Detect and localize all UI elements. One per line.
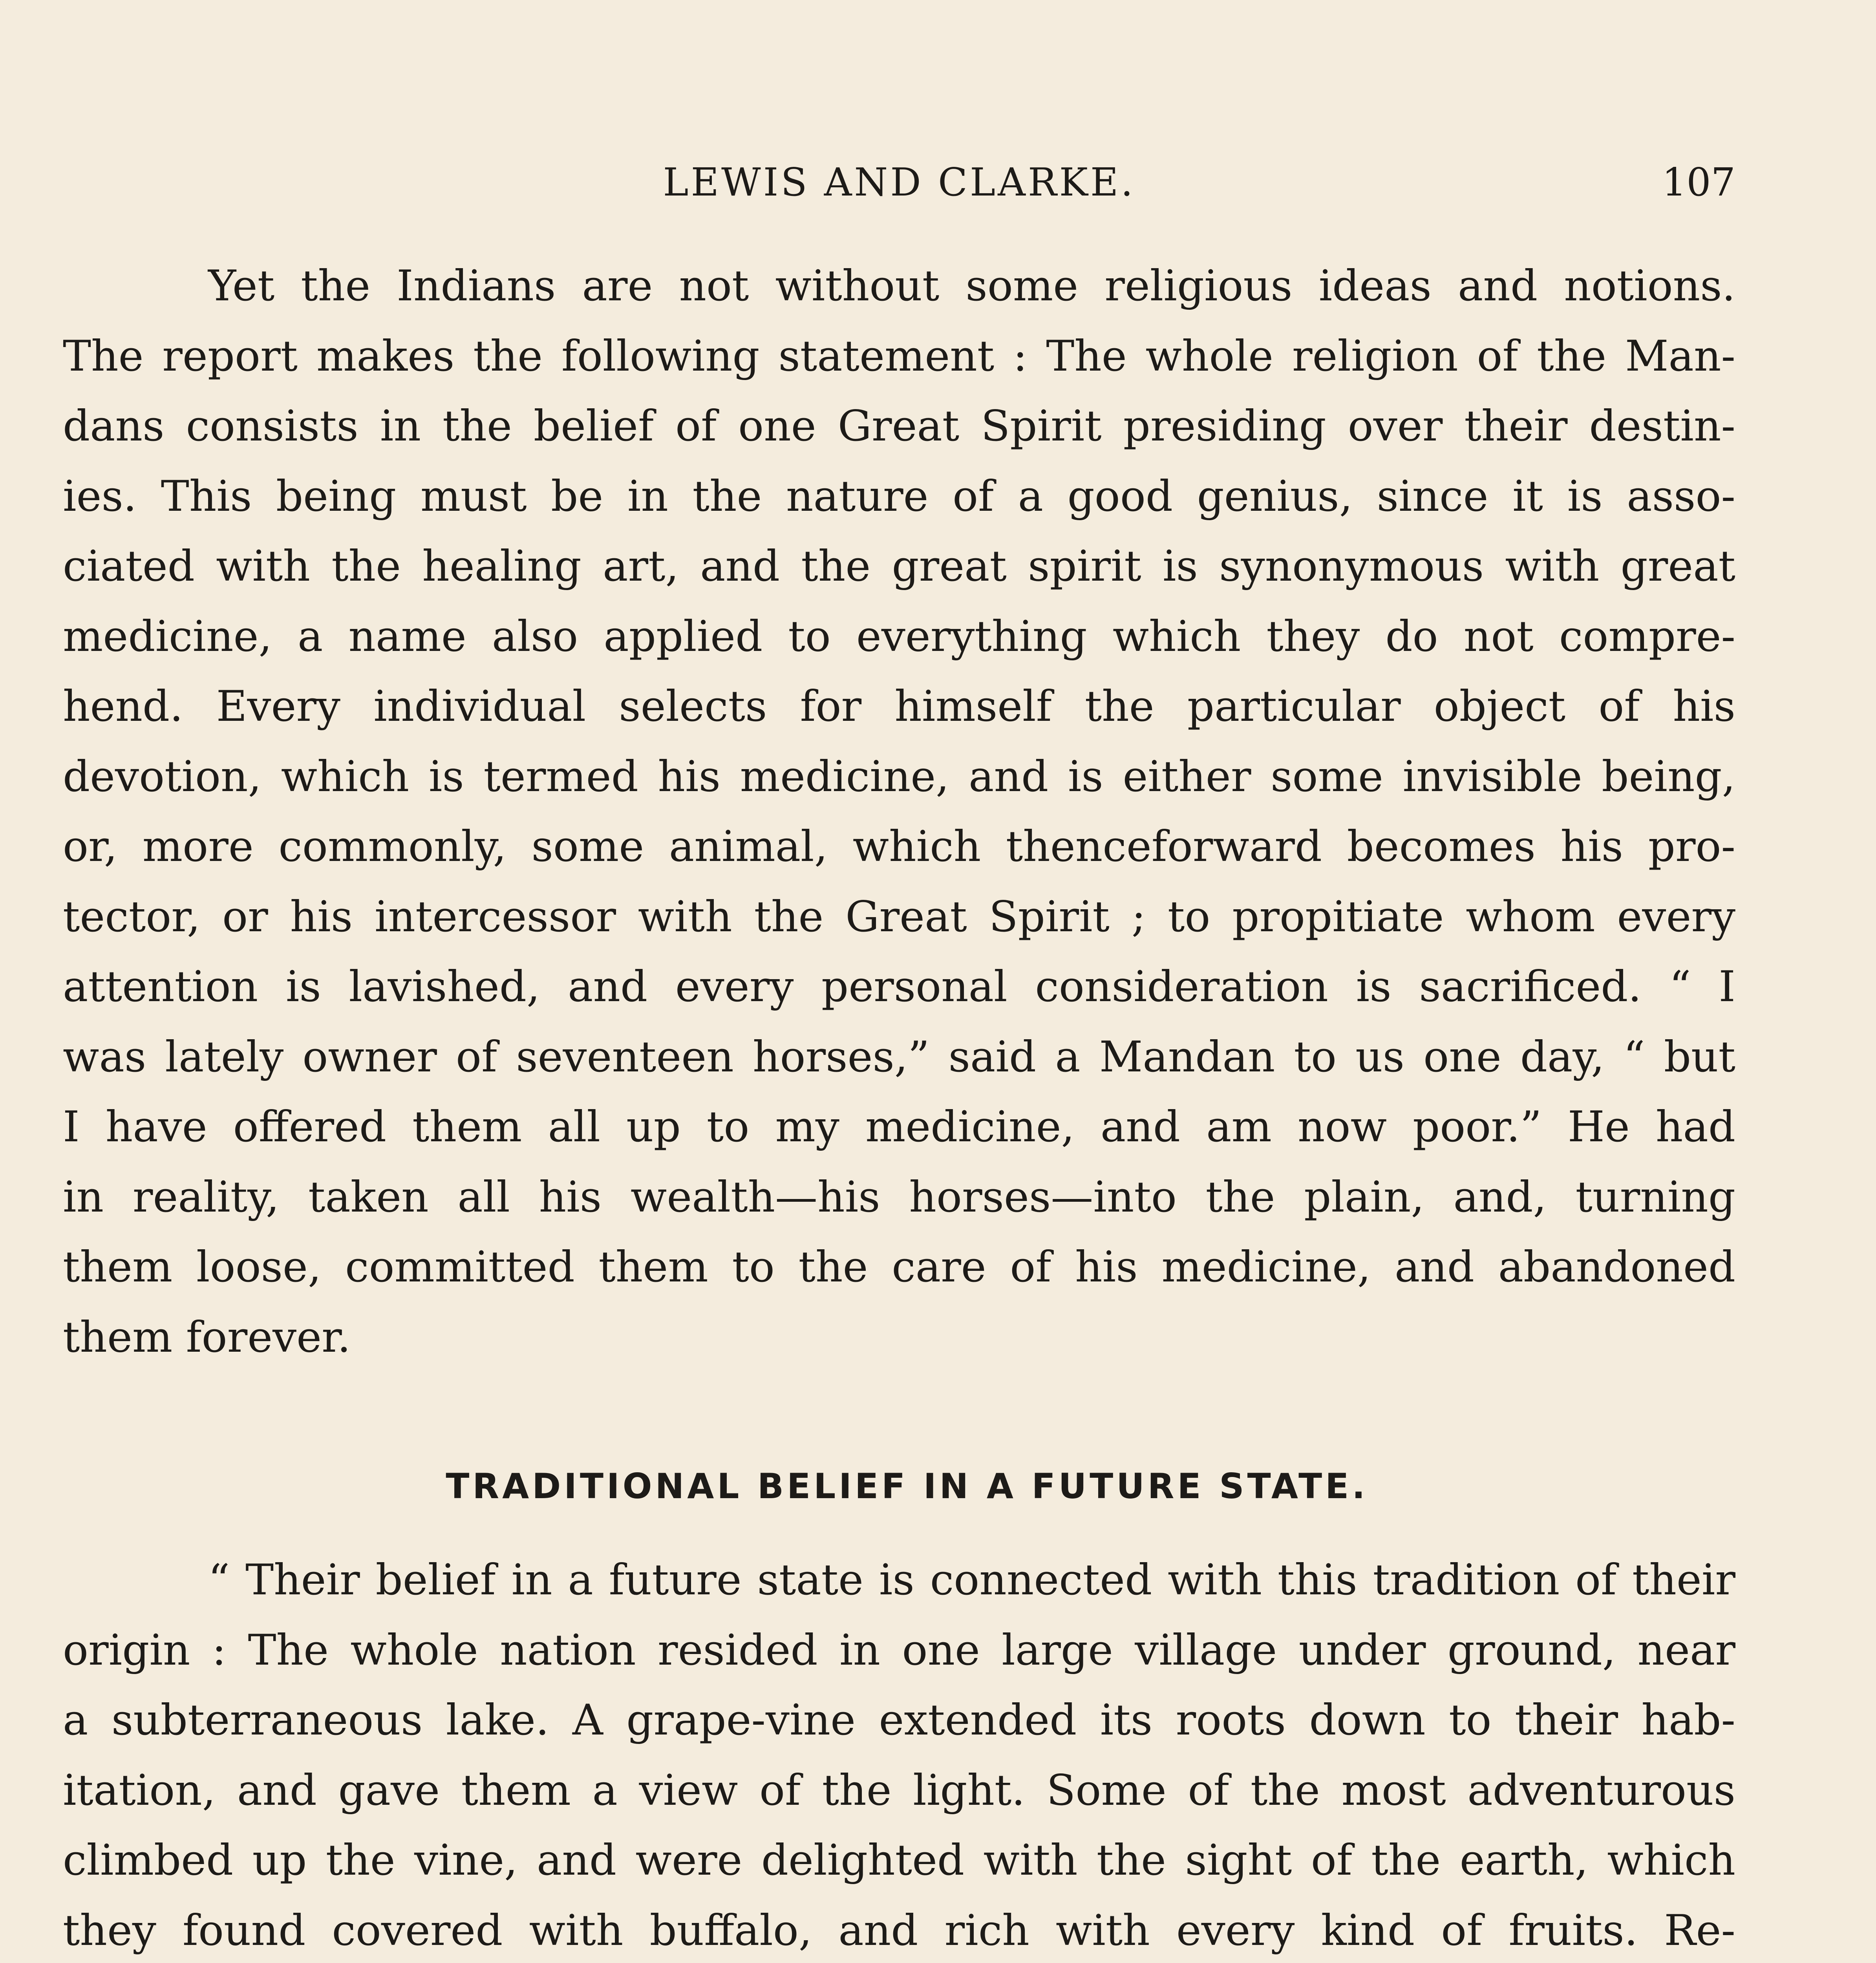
text-line: ciated with the healing art, and the great spirit is synonymous with great [63, 542, 1735, 591]
text-line: tector, or his intercessor with the Great Spirit ; to propitiate whom every [63, 892, 1735, 941]
text-line: devotion, which is termed his medicine, and is either some invisible being, [63, 752, 1735, 801]
text-line: origin : The whole nation resided in one large village under ground, near [63, 1625, 1735, 1675]
text-line: attention is lavished, and every personal consideration is sacrificed. “ I [63, 962, 1735, 1011]
text-line: in reality, taken all his wealth—his horses—into the plain, and, turning [63, 1172, 1735, 1222]
text-line: hend. Every individual selects for himself the particular object of his [63, 682, 1735, 731]
text-line: them forever. [63, 1312, 351, 1362]
section-heading: TRADITIONAL BELIEF IN A FUTURE STATE. [446, 1466, 1368, 1506]
text-line: I have offered them all up to my medicine, and am now poor.” He had [63, 1102, 1735, 1151]
text-line: them loose, committed them to the care of his medicine, and abandoned [63, 1243, 1735, 1292]
text-line: or, more commonly, some animal, which thenceforward becomes his pro- [63, 822, 1735, 871]
text-line: Yet the Indians are not without some religious ideas and notions. [208, 261, 1735, 311]
text-line: The report makes the following statement : The whole religion of the Man- [63, 331, 1735, 381]
text-line: climbed up the vine, and were delighted with the sight of the earth, which [63, 1836, 1735, 1885]
running-title: LEWIS AND CLARKE. [663, 160, 1135, 205]
text-line: dans consists in the belief of one Great Spirit presiding over their destin- [63, 402, 1735, 451]
text-line: was lately owner of seventeen horses,” said a Mandan to us one day, “ but [63, 1032, 1735, 1082]
page-number: 107 [1662, 160, 1735, 205]
text-line: ies. This being must be in the nature of a good genius, since it is asso- [63, 472, 1735, 521]
text-line: itation, and gave them a view of the light. Some of the most adventurous [63, 1766, 1735, 1815]
body-text [63, 251, 1735, 1963]
running-head [63, 157, 1735, 208]
text-line: a subterraneous lake. A grape-vine extended its roots down to their hab- [63, 1696, 1735, 1745]
text-line: medicine, a name also applied to everything which they do not compre- [63, 612, 1735, 661]
section-heading-block [63, 1451, 1735, 1522]
text-line: “ Their belief in a future state is connected with this tradition of their [208, 1555, 1735, 1605]
paragraph-future-state [63, 1545, 1735, 1963]
paragraph-religion [63, 251, 1735, 1373]
text-line: they found covered with buffalo, and rich with every kind of fruits. Re- [63, 1906, 1735, 1955]
